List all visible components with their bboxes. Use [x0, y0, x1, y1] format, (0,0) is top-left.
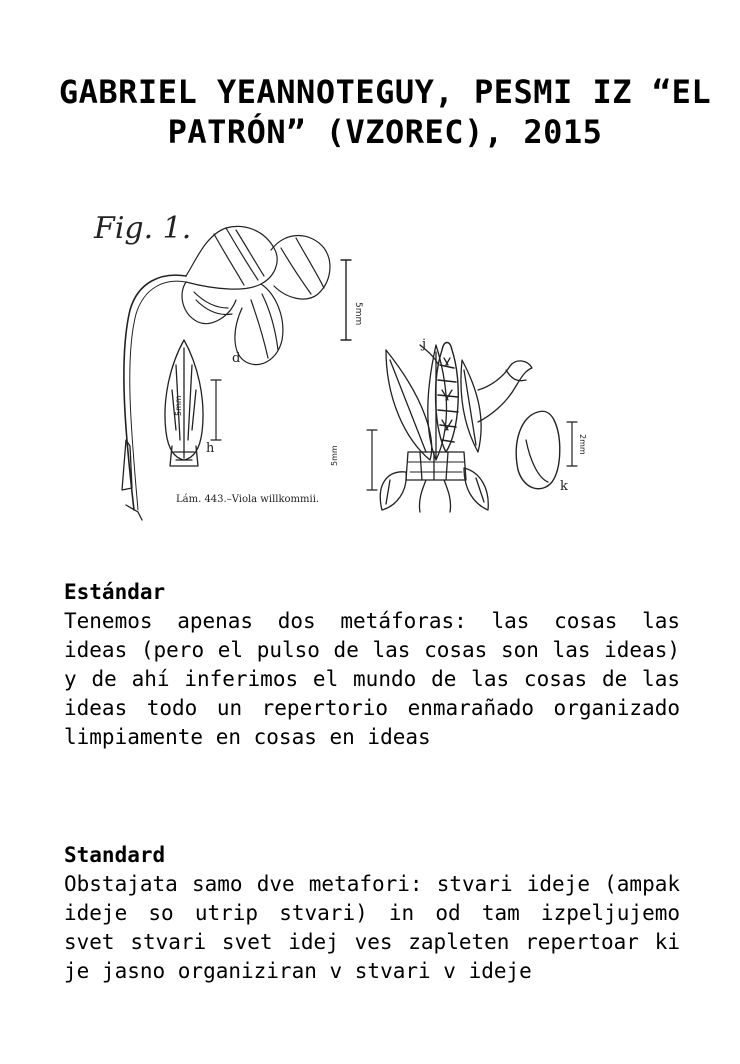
page-title: GABRIEL YEANNOTEGUY, PESMI IZ “EL PATRÓN” (VZOREC), 2015 — [58, 73, 712, 151]
section-body: Tenemos apenas dos metáforas: las cosas las ideas (pero el pulso de las cosas son las ideas) y de ahí inferimos el mundo de las cosas de las ideas todo un repertorio enmarañado organizado limpiamente en cosas en ideas — [64, 609, 680, 749]
label-k: k — [560, 479, 568, 494]
section-heading: Estándar — [64, 580, 166, 604]
sepal-h — [165, 340, 203, 466]
flower-stem — [124, 275, 186, 510]
section-slovenian — [64, 841, 680, 986]
flower-d — [182, 226, 330, 364]
scale-label-2: 5mm — [174, 395, 183, 416]
label-d: d — [232, 351, 241, 366]
fig-label: Fig. 1. — [94, 211, 192, 246]
section-spanish — [64, 578, 680, 752]
capsule-j — [380, 343, 532, 513]
seed-k — [516, 411, 560, 488]
botanical-illustration — [86, 190, 596, 525]
scale-label-4: 2mm — [578, 434, 587, 455]
scale-label-3: 5mm — [330, 445, 339, 466]
section-body: Obstajata samo dve metafori: stvari ideje (ampak ideje so utrip stvari) in od tam izpeljujemo svet stvari svet idej ves zapleten repertoar ki je jasno organiziran v stvari v ideje — [64, 872, 680, 983]
label-j: j — [422, 337, 427, 352]
figure-caption: Lám. 443.–Viola willkommii. — [176, 494, 320, 505]
section-heading: Standard — [64, 843, 166, 867]
scale-label-1: 5mm — [353, 302, 363, 326]
label-h: h — [206, 441, 215, 456]
